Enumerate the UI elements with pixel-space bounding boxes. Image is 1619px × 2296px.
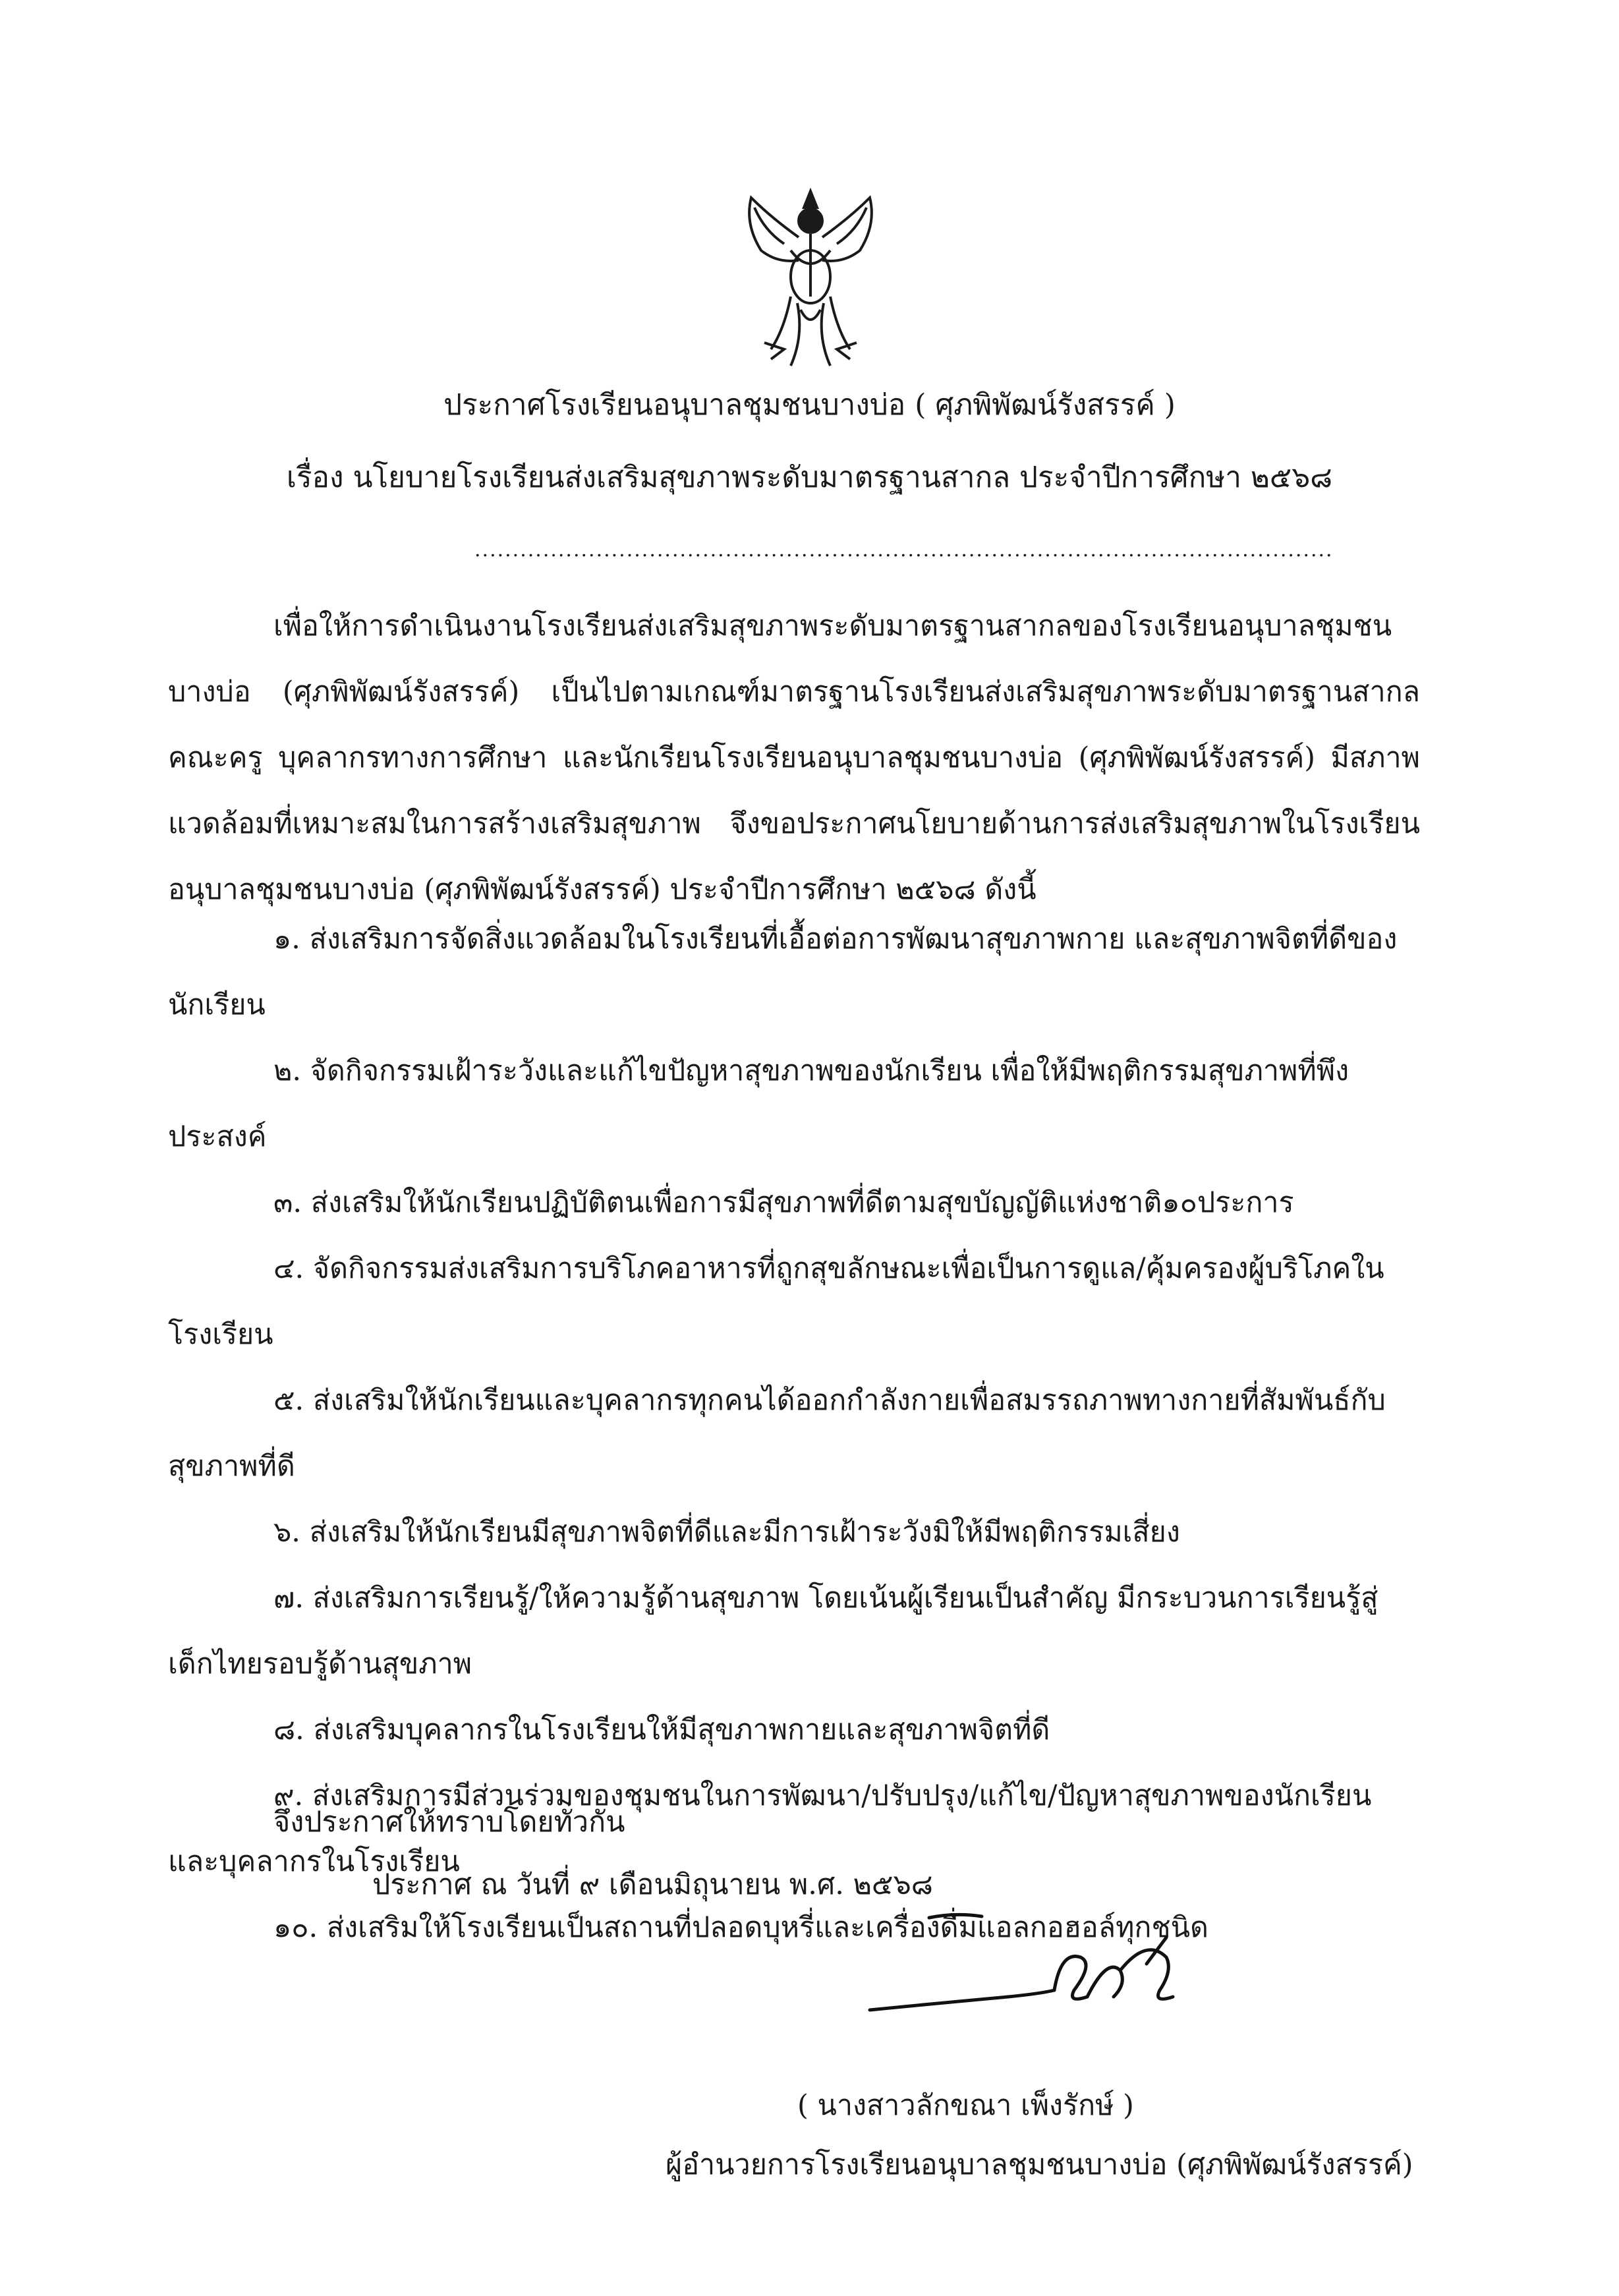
policy-item-3: ๓. ส่งเสริมให้นักเรียนปฏิบัติตนเพื่อการมีสุขภาพที่ดีตามสุขบัญญัติแห่งชาติ๑๐ประการ (273, 1186, 1294, 1219)
handwritten-signature (857, 1898, 1226, 2050)
policy-item-7: ๗. ส่งเสริมการเรียนรู้/ให้ความรู้ด้านสุขภาพ โดยเน้นผู้เรียนเป็นสำคัญ มีกระบวนการเรียนรู้สู่เด็กไทยรอบรู้ด้านสุขภาพ (168, 1582, 1378, 1680)
signer-title: ผู้อำนวยการโรงเรียนอนุบาลชุมชนบางบ่อ (ศุภพิพัฒน์รังสรรค์) (666, 2148, 1413, 2181)
policy-item-9: ๙. ส่งเสริมการมีส่วนร่วมของชุมชนในการพัฒนา/ปรับปรุง/แก้ไข/ปัญหาสุขภาพของนักเรียนและบุคลากรในโรงเรียน (168, 1779, 1372, 1878)
closing-statement: จึงประกาศให้ทราบโดยทั่วกัน (273, 1806, 625, 1839)
announcement-title: ประกาศโรงเรียนอนุบาลชุมชนบางบ่อ ( ศุภพิพัฒน์รังสรรค์ ) (443, 388, 1176, 422)
garuda-emblem-icon (725, 178, 896, 376)
intro-paragraph (168, 593, 1420, 923)
policy-item-8: ๘. ส่งเสริมบุคลากรในโรงเรียนให้มีสุขภาพกายและสุขภาพจิตที่ดี (273, 1713, 1050, 1746)
announcement-subject: เรื่อง นโยบายโรงเรียนส่งเสริมสุขภาพระดับมาตรฐานสากล ประจำปีการศึกษา ๒๕๖๘ (286, 461, 1333, 494)
policy-item-5: ๕. ส่งเสริมให้นักเรียนและบุคลากรทุกคนได้ออกกำลังกายเพื่อสมรรถภาพทางกายที่สัมพันธ์กับสุขภาพที่ดี (168, 1384, 1386, 1483)
policy-item-4: ๔. จัดกิจกรรมส่งเสริมการบริโภคอาหารที่ถูกสุขลักษณะเพื่อเป็นการดูแล/คุ้มครองผู้บริโภคในโรงเรียน (168, 1252, 1384, 1351)
policy-item-2: ๒. จัดกิจกรรมเฝ้าระวังและแก้ไขปัญหาสุขภาพของนักเรียน เพื่อให้มีพฤติกรรมสุขภาพที่พึงประสงค์ (168, 1054, 1349, 1153)
policy-item-6: ๖. ส่งเสริมให้นักเรียนมีสุขภาพจิตที่ดีและมีการเฝ้าระวังมิให้มีพฤติกรรมเสี่ยง (273, 1516, 1180, 1549)
intro-text: เพื่อให้การดำเนินงานโรงเรียนส่งเสริมสุขภาพระดับมาตรฐานสากลของโรงเรียนอนุบาลชุมชนบางบ่อ (ศุภพิพัฒน์รังสรรค์) เป็นไปตามเกณฑ์มาตรฐานโรงเรียนส่งเสริมสุขภาพระดับมาตรฐานสากล คณะครู บุคลากรทางการศึกษา และนักเรียนโรงเรียนอนุบาลชุมชนบางบ่อ (ศุภพิพัฒน์รังสรรค์) มีสภาพแวดล้อมที่เหมาะสมในการสร้างเสริมสุขภาพ จึงขอประกาศนโยบายด้านการส่งเสริมสุขภาพในโรงเรียนอนุบาลชุมชนบางบ่อ (ศุภพิพัฒน์รังสรรค์) ประจำปีการศึกษา ๒๕๖๘ ดังนี้ (168, 610, 1420, 906)
announcement-date: ประกาศ ณ วันที่ ๙ เดือนมิถุนายน พ.ศ. ๒๕๖๘ (372, 1868, 933, 1901)
separator-line: ................................................................................................................. (474, 538, 1334, 561)
signer-name: ( นางสาวลักขณา เพ็งรักษ์ ) (797, 2089, 1134, 2122)
policy-item-1: ๑. ส่งเสริมการจัดสิ่งแวดล้อมในโรงเรียนที่เอื้อต่อการพัฒนาสุขภาพกาย และสุขภาพจิตที่ดีของนักเรียน (168, 923, 1398, 1021)
policy-item-10: ๑๐. ส่งเสริมให้โรงเรียนเป็นสถานที่ปลอดบุหรี่และเครื่องดื่มแอลกอฮอล์ทุกชนิด (273, 1911, 1208, 1944)
